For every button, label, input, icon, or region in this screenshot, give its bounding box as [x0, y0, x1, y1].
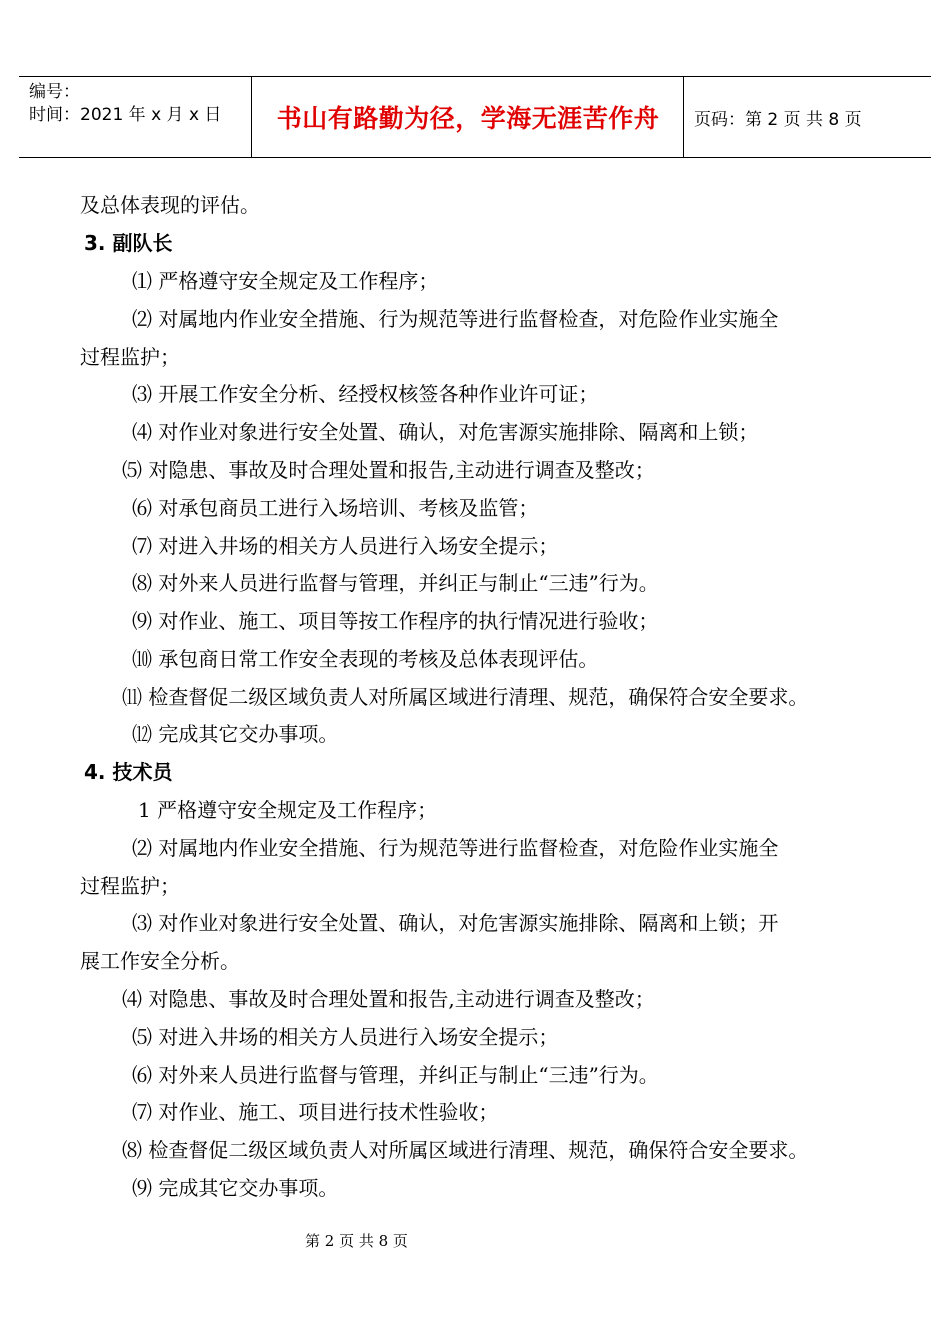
list-item: ⑷ 对隐患、事故及时合理处置和报告,主动进行调查及整改； — [122, 987, 655, 1011]
paragraph-line: 及总体表现的评估。 — [80, 193, 260, 217]
list-item: ⑶ 开展工作安全分析、经授权核签各种作业许可证； — [132, 382, 599, 406]
list-item: ⑺ 对作业、施工、项目进行技术性验收； — [132, 1100, 499, 1124]
list-item: ⑸ 对进入井场的相关方人员进行入场安全提示； — [132, 1025, 559, 1049]
list-item: ⑴ 严格遵守安全规定及工作程序； — [132, 269, 439, 293]
header-time-label: 时间：2021 年 x 月 x 日 — [29, 105, 222, 125]
section-heading-3: 3. 副队长 — [84, 231, 173, 255]
list-item: ⑻ 对外来人员进行监督与管理，并纠正与制止“三违”行为。 — [132, 571, 659, 595]
list-item: ⑸ 对隐患、事故及时合理处置和报告,主动进行调查及整改； — [122, 458, 655, 482]
list-item-continuation: 过程监护； — [80, 874, 180, 898]
list-item: ⑼ 对作业、施工、项目等按工作程序的执行情况进行验收； — [132, 609, 659, 633]
list-item: ⑹ 对外来人员进行监督与管理，并纠正与制止“三违”行为。 — [132, 1063, 659, 1087]
list-item: ⑷ 对作业对象进行安全处置、确认，对危害源实施排除、隔离和上锁； — [132, 420, 759, 444]
list-item: ⑼ 完成其它交办事项。 — [132, 1176, 339, 1200]
list-item: ⑻ 检查督促二级区域负责人对所属区域进行清理、规范，确保符合安全要求。 — [122, 1138, 809, 1162]
list-item-continuation: 展工作安全分析。 — [80, 949, 240, 973]
page-footer: 第 2 页 共 8 页 — [305, 1232, 408, 1250]
list-item: ⑽ 承包商日常工作安全表现的考核及总体表现评估。 — [132, 647, 599, 671]
list-item: ⑿ 完成其它交办事项。 — [132, 722, 339, 746]
header-divider — [683, 77, 684, 157]
list-item: ⑶ 对作业对象进行安全处置、确认，对危害源实施排除、隔离和上锁；开 — [132, 911, 779, 935]
header-page-info: 页码：第 2 页 共 8 页 — [694, 109, 862, 130]
header-motto: 书山有路勤为径，学海无涯苦作舟 — [276, 104, 660, 133]
list-item: ⑵ 对属地内作业安全措施、行为规范等进行监督检查，对危险作业实施全 — [132, 307, 779, 331]
list-item: ⑾ 检查督促二级区域负责人对所属区域进行清理、规范，确保符合安全要求。 — [122, 685, 809, 709]
header-meta — [29, 81, 221, 127]
document-header — [19, 76, 931, 158]
section-heading-4: 4. 技术员 — [84, 760, 173, 784]
list-item: 1 严格遵守安全规定及工作程序； — [138, 798, 438, 822]
list-item-continuation: 过程监护； — [80, 345, 180, 369]
list-item: ⑵ 对属地内作业安全措施、行为规范等进行监督检查，对危险作业实施全 — [132, 836, 779, 860]
list-item: ⑺ 对进入井场的相关方人员进行入场安全提示； — [132, 534, 559, 558]
list-item: ⑹ 对承包商员工进行入场培训、考核及监管； — [132, 496, 539, 520]
header-code-label: 编号： — [29, 82, 80, 102]
